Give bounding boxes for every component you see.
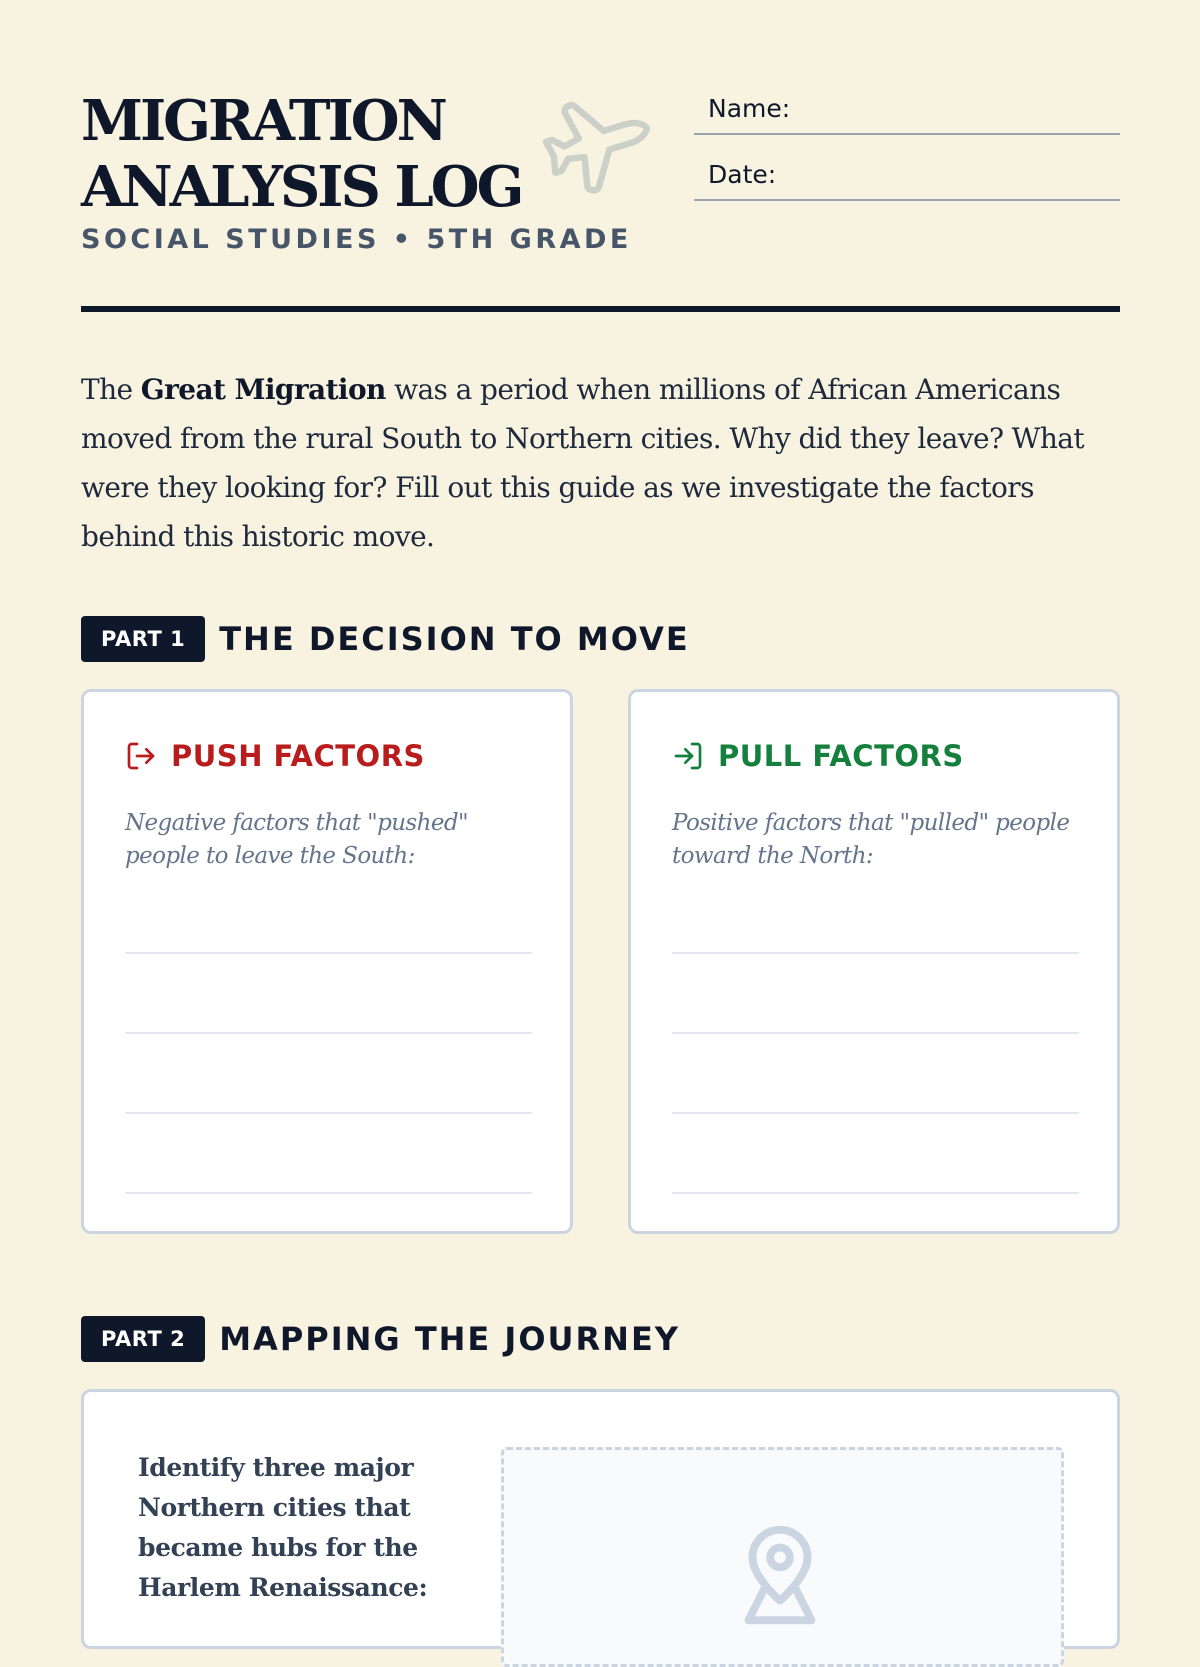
part2-title: MAPPING THE JOURNEY xyxy=(219,1320,680,1358)
push-factors-heading xyxy=(125,739,425,773)
part1-badge: PART 1 xyxy=(81,616,205,662)
date-label: Date: xyxy=(708,160,777,189)
pull-factors-heading xyxy=(672,739,964,773)
header-divider xyxy=(81,306,1120,312)
name-field[interactable] xyxy=(694,80,1120,135)
intro-text-start: The xyxy=(81,373,141,406)
log-in-icon xyxy=(672,740,704,772)
answer-line[interactable] xyxy=(125,952,532,954)
part2-heading xyxy=(81,1316,680,1362)
answer-line[interactable] xyxy=(672,952,1079,954)
name-label: Name: xyxy=(708,94,791,123)
part1-title: THE DECISION TO MOVE xyxy=(219,620,690,658)
page-title xyxy=(81,88,541,220)
push-factors-card xyxy=(81,689,573,1234)
worksheet-page xyxy=(81,0,1120,1600)
date-field[interactable] xyxy=(694,135,1120,201)
pull-factors-description: Positive factors that "pulled" people toward the North: xyxy=(672,810,1070,869)
answer-line[interactable] xyxy=(672,1192,1079,1194)
map-drawing-area[interactable] xyxy=(501,1447,1064,1667)
push-factors-description: Negative factors that "pushed" people to leave the South: xyxy=(125,810,468,869)
answer-line[interactable] xyxy=(672,1112,1079,1114)
pull-factors-card xyxy=(628,689,1120,1234)
title-line-1: MIGRATION xyxy=(81,88,445,154)
mapping-card xyxy=(81,1389,1120,1649)
answer-line[interactable] xyxy=(125,1112,532,1114)
answer-line[interactable] xyxy=(125,1032,532,1034)
log-out-icon xyxy=(125,740,157,772)
part1-heading xyxy=(81,616,690,662)
intro-text-rest: was a period when millions of African Americans moved from the rural South to Northern cities. Why did they leave? What were they looking for? Fill out this guide as we investigate the factors behind this historic move. xyxy=(81,373,1085,553)
mapping-prompt: Identify three major Northern cities that became hubs for the Harlem Renaissance: xyxy=(138,1453,428,1602)
intro-paragraph xyxy=(81,365,1120,561)
title-line-2: ANALYSIS LOG xyxy=(81,154,522,220)
map-pin-icon xyxy=(732,1522,828,1632)
intro-bold-term: Great Migration xyxy=(140,373,386,406)
push-factors-title: PUSH FACTORS xyxy=(171,739,425,773)
pull-factors-title: PULL FACTORS xyxy=(718,739,964,773)
answer-line[interactable] xyxy=(672,1032,1079,1034)
subtitle: SOCIAL STUDIES • 5TH GRADE xyxy=(81,224,632,255)
part2-badge: PART 2 xyxy=(81,1316,205,1362)
student-info-fields xyxy=(694,80,1120,201)
answer-line[interactable] xyxy=(125,1192,532,1194)
